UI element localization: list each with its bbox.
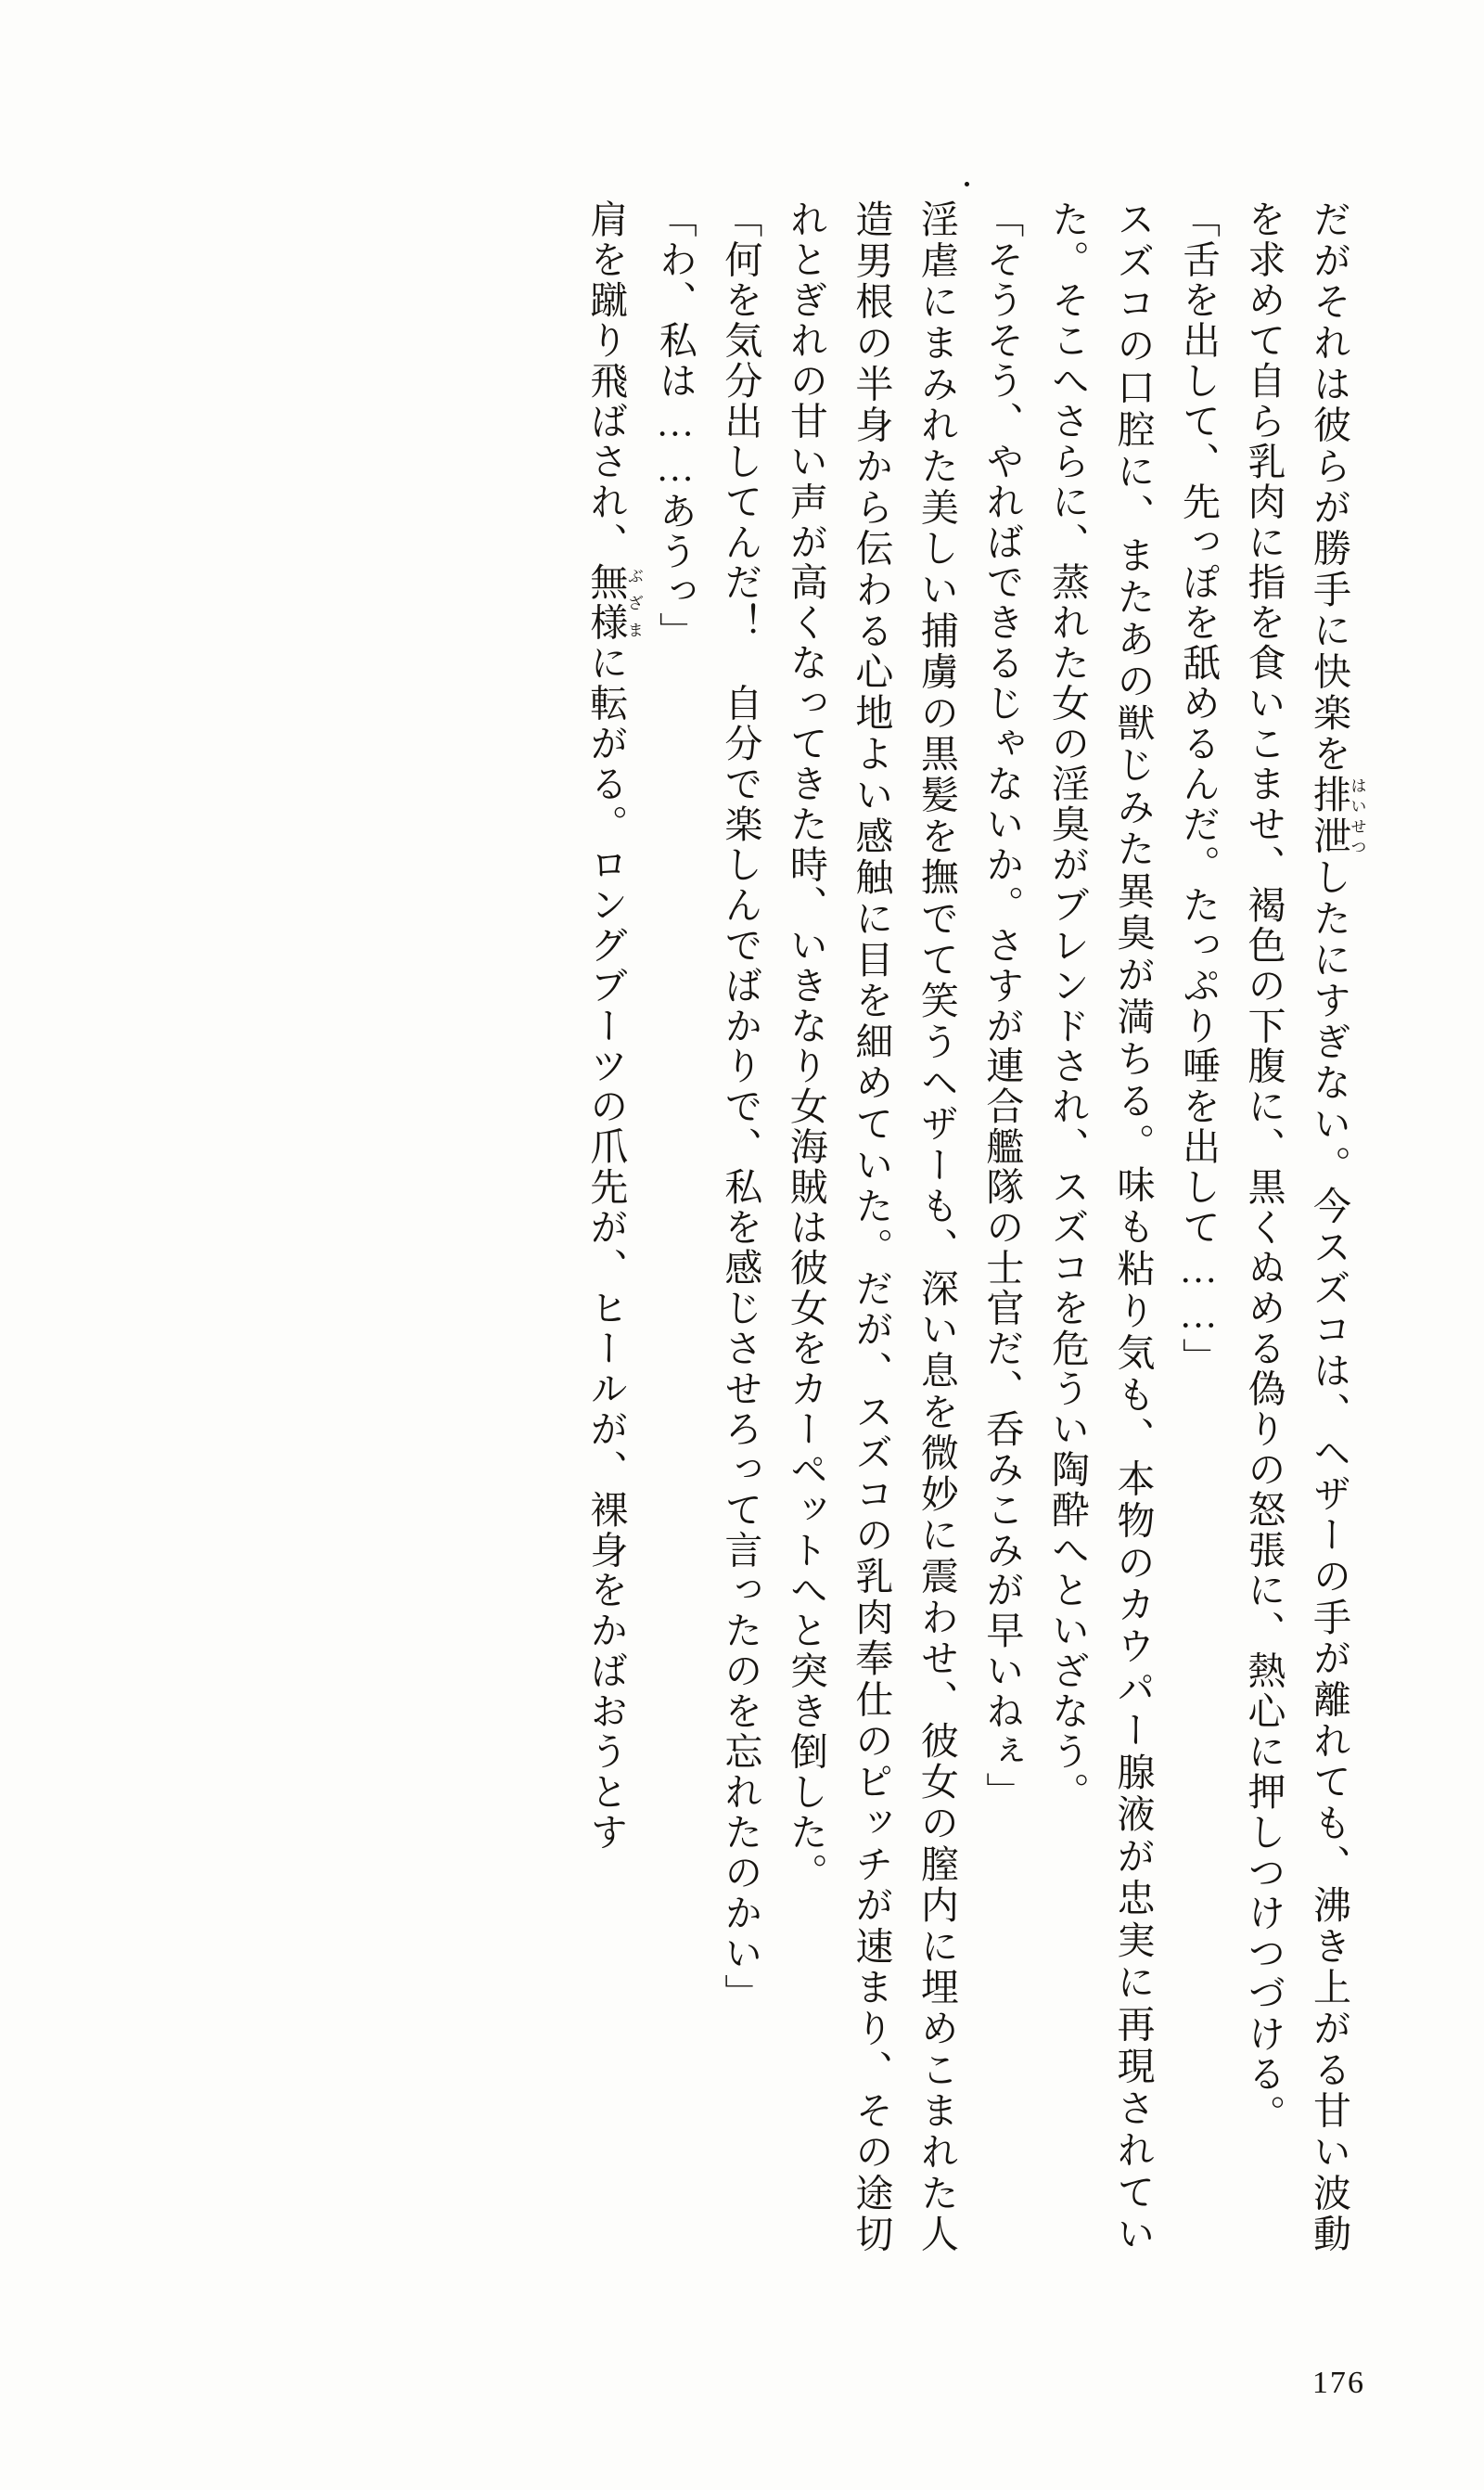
ruby-buzama: 無様ぶざま xyxy=(584,562,643,644)
paragraph-5: 淫虐にまみれた美しい捕虜の黒髪を撫でて笑うヘザーも、深い息を微妙に震わせ、彼女の膣内に埋めこまれた人造男根の半身から伝わる心地よい感触に目を細めていた。だが、スズコの乳肉奉仕のピッチが速まり、その途切れとぎれの甘い声が高くなってきた時、いきなり女海賊は彼女をカーペットへと突き倒した。 xyxy=(784,199,958,2254)
paragraph-6: 「何を気分出してんだ！ 自分で楽しんでばかりで、私を感じさせろって言ったのを忘れたのかい」 xyxy=(719,199,762,2014)
paragraph-1: だがそれは彼らが勝手に快楽を排泄はいせつしたにすぎない。今スズコは、ヘザーの手が離れても、沸き上がる甘い波動を求めて自ら乳肉に指を食いこませ、褐色の下腹に、黒くぬめる偽りの怒張に、熱心に押しつけつづける。 xyxy=(1242,199,1366,2254)
ruby-haisetsu: 排泄はいせつ xyxy=(1308,775,1366,858)
paragraph-3: スズコの口腔に、またあの獣じみた異臭が満ちる。味も粘り気も、本物のカウパー腺液が忠実に再現されていた。そこへさらに、蒸れた女の淫臭がブレンドされ、スズコを危うい陶酔へといざなう。 xyxy=(1045,199,1155,2254)
paragraph-7: 「わ、私は……あうっ」 xyxy=(653,199,697,653)
paragraph-2: 「舌を出して、先っぽを舐めるんだ。たっぷり唾を出して……」 xyxy=(1176,199,1220,1379)
printing-speck xyxy=(965,182,969,186)
paragraph-4: 「そうそう、やればできるじゃないか。さすが連合艦隊の士官だ、呑みこみが早いねぇ」 xyxy=(980,199,1024,1813)
page-body-text xyxy=(573,199,1365,2254)
paragraph-8: 肩を蹴り飛ばされ、無様ぶざまに転がる。ロングブーツの爪先が、ヒールが、裸身をかばおうとす xyxy=(584,199,643,1853)
page-number: 176 xyxy=(1311,2366,1365,2400)
